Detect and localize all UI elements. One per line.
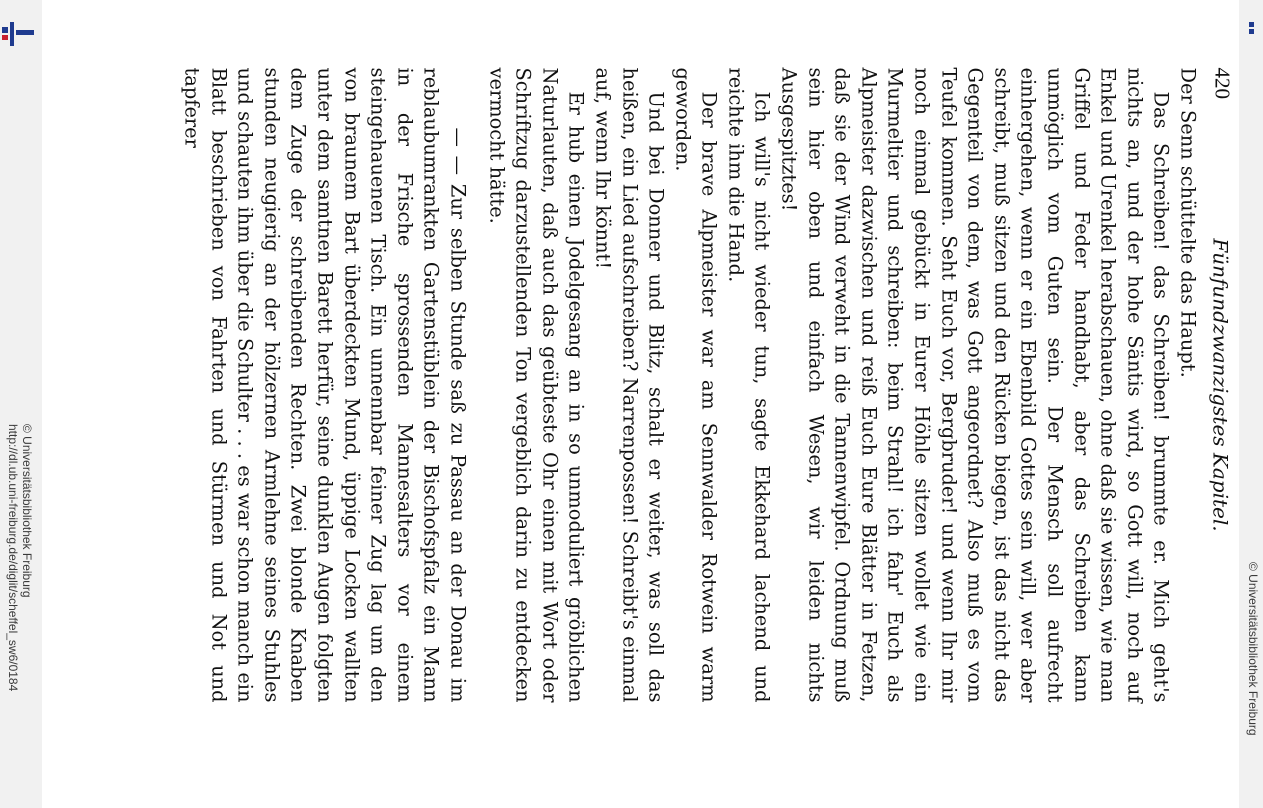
library-logo-icon — [0, 18, 36, 48]
paragraph: Ich will's nicht wieder tun, sagte Ekkehard lachend und reichte ihm die Hand. — [724, 67, 774, 703]
paragraph: Und bei Donner und Blitz, schalt er weiter, was soll das heißen, ein Lied aufschreiben? Narrenpossen! Schreibt's einmal auf, wenn Ihr könnt! — [591, 67, 668, 703]
chapter-title: Fünfundzwanzigstes Kapitel. — [1208, 238, 1233, 532]
page-number: 420 — [1210, 67, 1235, 99]
page-body — [178, 68, 1201, 703]
paragraph: — — Zur selben Stunde saß zu Passau an der Donau im reblaubumrankten Gartenstüblein der Bischofspfalz ein Mann in der Frische sprossenden Mannesalters vor einem steingehauenen Tisch. Ein unnennbar feiner Zug lag um den von braunem Bart überdeckten Mund, üppige Locken wallten unter dem samtnen Barett herfür, seine dunklen Augen folgten dem Zuge der schreibenden Rechten. Zwei blonde Knaben stunden neugierig an der hölzernen Armlehne seines Stuhles und schauten ihm über die Schulter . . . es war schon manch ein Blatt beschrieben von Fahrten und Stürmen und Not und tapferer — [180, 67, 470, 703]
book-page — [158, 68, 1243, 703]
paragraph: Er hub einen Jodelgesang an in so unmoduliert gröblichen Naturlauten, daß auch das geübteste Ohr einen mit Wort oder Schriftzug darzustellenden Ton vergeblich darin zu entdecken vermocht hätte. — [485, 67, 588, 703]
section-gap — [470, 68, 482, 703]
paragraph: Das Schreiben! das Schreiben! brummte er. Mich geht's nichts an, und der hohe Säntis wird, so Gott will, noch auf Enkel und Urenkel herabschauen, ohne daß sie wissen, wie man Griffel und Feder handhabt, aber das Schreiben kann unmöglich vom Guten sein. Der Mensch soll aufrecht einhergehen, wenn er ein Ebenbild Gottes sein will, wer aber schreibt, muß sitzen und den Rücken biegen, ist das nicht das Gegenteil von dem, was Gott angeordnet? Also muß es vom Teufel kommen. Seht Euch vor, Bergbruder! und wenn Ihr mir noch einmal gebückt in Eurer Höhle sitzen wollet wie ein Murmeltier und schreiben: beim Strahl! ich fahr' Euch als Alpmeister dazwischen und reiß Euch Eure Blätter in Fetzen, daß sie der Wind verweht in die Tannenwipfel. Ordnung muß sein hier oben und einfach Wesen, wir leiden nichts Ausgespitztes! — [777, 67, 1173, 703]
paragraph: Der Senn schüttelte das Haupt. — [1176, 67, 1200, 378]
copyright-notice-left: © Universitätsbibliothek Freiburg — [20, 424, 34, 598]
page-header — [1201, 68, 1235, 703]
paragraph: Der brave Alpmeister war am Sennwalder Rotwein warm geworden. — [671, 67, 721, 703]
copyright-notice-right: © Universitätsbibliothek Freiburg — [1246, 562, 1260, 736]
source-url[interactable]: http://dl.ub.uni-freiburg.de/diglit/scheffel_sw6/0184 — [6, 424, 20, 692]
library-logo-right-icon — [1243, 18, 1263, 42]
